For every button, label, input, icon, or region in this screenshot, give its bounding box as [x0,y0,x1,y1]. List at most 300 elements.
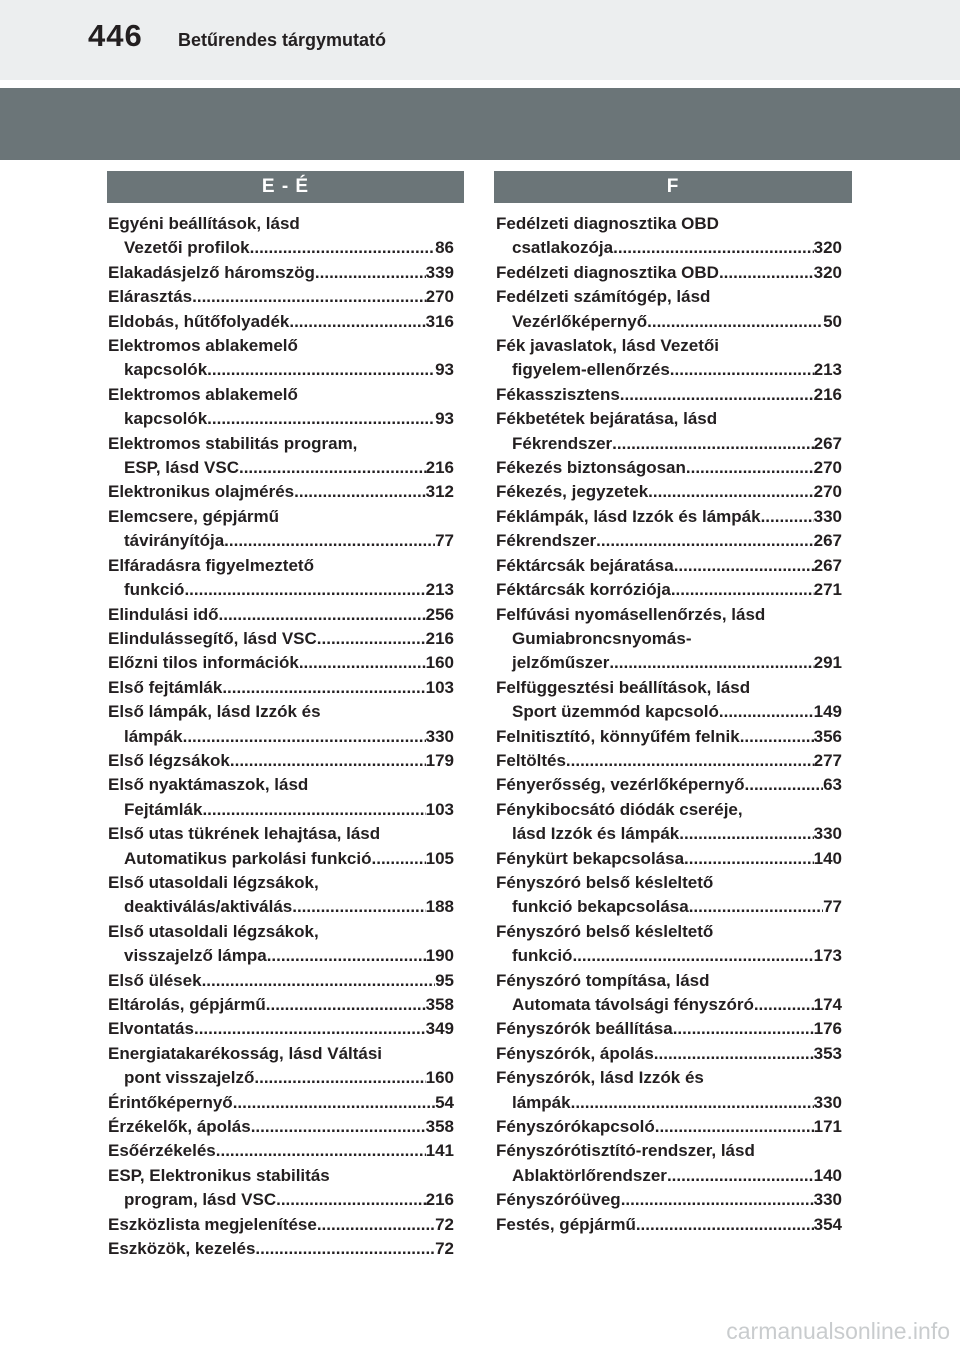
index-entry [108,651,454,675]
index-entry [108,310,454,334]
entry-page-line [496,1042,842,1066]
page-ref: 358 [425,1117,454,1137]
entry-text: Fénykibocsátó diódák cseréje, [496,799,743,819]
dot-leader [740,725,814,749]
entry-text: Fékezés, jegyzetek [496,482,649,502]
entry-page-line [496,700,842,724]
entry-text: ESP, lásd VSC [124,458,239,478]
page-ref: 93 [435,360,454,380]
page-ref: 271 [813,580,842,600]
entry-text: Fényszórótisztító-rendszer, lásd [496,1141,755,1161]
entry-text: lámpák [512,1092,571,1112]
index-entry [108,334,454,383]
dot-leader [233,1091,435,1115]
entry-text: Elfáradásra figyelmeztető [108,555,314,575]
index-entry [496,1017,842,1041]
dot-leader [250,236,435,260]
index-entry [108,1042,454,1091]
dot-leader [266,993,426,1017]
page-ref: 176 [813,1019,842,1039]
page-ref: 213 [425,580,454,600]
page-ref: 270 [813,458,842,478]
entry-text: Féktárcsák korróziója [496,580,671,600]
index-entry [108,383,454,432]
page-ref: 320 [813,238,842,258]
page-ref: 174 [813,995,842,1014]
dot-leader [184,578,425,602]
index-entry [108,432,454,481]
dot-leader [667,1164,814,1188]
index-entry [108,993,454,1017]
index-entry [108,261,454,285]
entry-text: Elakadásjelző háromszög [108,262,315,282]
index-entry [108,603,454,627]
dot-leader [216,1139,426,1163]
index-entry [108,1213,454,1237]
index-entry [496,969,842,1018]
dot-leader [566,749,814,773]
entry-text: Fékbetétek bejáratása, lásd [496,409,718,429]
index-entry [496,529,842,553]
entry-page-line [496,236,842,260]
page-ref: 339 [425,262,454,282]
dot-leader [292,895,425,919]
entry-text: Fék javaslatok, lásd Vezetői [496,336,720,356]
page-ref: 63 [823,775,842,795]
index-column-left [108,212,454,1261]
page-ref: 316 [425,311,454,331]
page-ref: 270 [425,287,454,307]
index-column-right [496,212,842,1237]
entry-text: Vezérlőképernyő [512,311,648,331]
index-entry [496,212,842,261]
entry-text: Eszközlista megjelenítése [108,1214,317,1234]
entry-text: Előzni tilos információk [108,653,299,673]
page-ref: 141 [425,1141,454,1161]
entry-text: Féklámpák, lásd Izzók és lámpák [496,506,761,526]
index-entry [108,554,454,603]
entry-page-line [496,432,842,456]
entry-page-line [496,1164,842,1188]
index-entry [496,1115,842,1139]
index-entry [108,212,454,261]
dot-leader [202,798,425,822]
dot-leader [251,1115,426,1139]
entry-page-line [108,627,454,651]
index-entry [108,969,454,993]
entry-page-line [108,944,454,968]
entry-text: Festés, gépjármű [496,1214,636,1234]
entry-text: Eltárolás, gépjármű [108,995,266,1014]
entry-page-line [108,1017,454,1041]
dot-leader [219,603,426,627]
entry-text: Első utasoldali légzsákok, [108,872,319,892]
entry-page-line [496,822,842,846]
index-entry [496,798,842,847]
dot-leader [202,969,436,993]
index-entry [496,1188,842,1212]
index-entry [108,773,454,822]
dot-leader [372,847,426,871]
dot-leader [613,236,814,260]
entry-page-line [108,895,454,919]
entry-text: Fékrendszer [512,433,613,453]
index-entry [496,603,842,676]
dot-leader [596,529,813,553]
page-ref: 270 [813,482,842,502]
entry-text: ESP, Elektronikus stabilitás [108,1165,330,1185]
dot-leader [294,480,425,504]
entry-page-line [496,1188,842,1212]
index-entry [108,1139,454,1163]
dot-leader [620,383,814,407]
entry-text: Fényszóróüveg [496,1190,621,1210]
dot-leader [636,1213,814,1237]
entry-text: Elektromos ablakemelő [108,336,298,356]
entry-page-line [108,407,454,431]
entry-page-line [108,725,454,749]
page-ref: 216 [425,1190,454,1210]
page-ref: 277 [813,750,842,770]
page-ref: 173 [813,946,842,966]
page-ref: 213 [813,360,842,380]
entry-text: Gumiabroncsnyomás- [512,628,692,648]
page-ref: 330 [425,726,454,746]
dot-leader [745,773,824,797]
dot-leader [761,505,814,529]
entry-page-line [496,505,842,529]
page-ref: 190 [425,946,454,966]
entry-page-line [496,993,842,1017]
entry-text: Első fejtámlák [108,677,223,697]
page-ref: 72 [435,1214,454,1234]
entry-text: Fényszórók, lásd Izzók és [496,1068,704,1088]
index-entry [496,456,842,480]
dot-leader [671,578,814,602]
watermark: carmanualsonline.info [726,1318,950,1344]
entry-text: Első légzsákok [108,750,230,770]
dot-leader [299,651,426,675]
entry-text: Eszközök, kezelés [108,1239,256,1259]
entry-text: Első lámpák, lásd Izzók és [108,702,321,722]
entry-page-line [496,480,842,504]
entry-page-line [108,578,454,602]
page-ref: 95 [435,970,454,990]
entry-text: Eldobás, hűtőfolyadék [108,311,290,331]
page-ref: 77 [435,531,454,551]
page-ref: 105 [425,848,454,868]
entry-text: Fedélzeti diagnosztika OBD [496,262,719,282]
entry-text: jelzőműszer [512,653,610,673]
entry-text: Esőérzékelés [108,1141,216,1161]
index-entry [108,627,454,651]
index-entry [496,1139,842,1188]
entry-text: pont visszajelző [124,1068,255,1088]
dot-leader [754,993,814,1017]
entry-text: kapcsolók [124,409,208,429]
entry-text: Fékrendszer [496,531,597,551]
entry-text: Fékezés biztonságosan [496,458,686,478]
entry-text: Sport üzemmód kapcsoló [512,702,719,722]
dot-leader [670,358,814,382]
entry-text: Féktárcsák bejáratása [496,555,674,575]
entry-text: Elektromos stabilitás program, [108,433,358,453]
page-ref: 77 [823,897,842,917]
entry-text: Első utas tükrének lehajtása, lásd [108,824,381,844]
page-ref: 72 [435,1239,454,1259]
entry-text: Elemcsere, gépjármű [108,506,280,526]
entry-text: Fényszórók beállítása [496,1019,673,1039]
entry-text: Feltöltés [496,750,566,770]
index-entry [496,407,842,456]
page-ref: 103 [425,677,454,697]
page-ref: 330 [813,506,842,526]
entry-text: funkció [512,946,573,966]
entry-page-line [108,1213,454,1237]
entry-text: Elektromos ablakemelő [108,384,298,404]
entry-text: kapcsolók [124,360,208,380]
entry-text: Automata távolsági fényszóró [512,995,754,1014]
entry-page-line [108,310,454,334]
index-entry [108,1237,454,1261]
entry-page-line [108,651,454,675]
entry-page-line [108,993,454,1017]
entry-text: figyelem-ellenőrzés [512,360,670,380]
entry-text: Automatikus parkolási funkció [124,848,372,868]
index-entry [108,749,454,773]
dot-leader [648,480,813,504]
index-entry [496,676,842,725]
dot-leader [719,700,814,724]
index-entry [108,920,454,969]
entry-text: Fejtámlák [124,799,203,819]
index-entry [496,578,842,602]
entry-page-line [496,1213,842,1237]
column-heading-right: F [494,171,852,203]
index-entry [108,1017,454,1041]
page-ref: 267 [813,555,842,575]
dot-leader [621,1188,814,1212]
entry-page-line [108,236,454,260]
header-band [0,88,960,160]
entry-text: program, lásd VSC [124,1190,277,1210]
index-entry [108,1115,454,1139]
index-entry [496,285,842,334]
entry-page-line [496,261,842,285]
dot-leader [571,1091,814,1115]
page-ref: 330 [813,1190,842,1210]
page-ref: 140 [813,848,842,868]
entry-page-line [108,529,454,553]
dot-leader [255,1237,435,1261]
entry-page-line [108,1139,454,1163]
entry-page-line [496,529,842,553]
entry-text: visszajelző lámpa [124,946,267,966]
dot-leader [317,627,426,651]
entry-page-line [108,969,454,993]
dot-leader [222,676,425,700]
page-ref: 320 [813,262,842,282]
index-entry [496,847,842,871]
entry-text: Felnitisztító, könnyűfém felnik [496,726,740,746]
entry-text: Egyéni beállítások, lásd [108,214,300,233]
dot-leader [317,1213,435,1237]
dot-leader [254,1066,425,1090]
page-ref: 312 [425,482,454,502]
page-ref: 140 [813,1165,842,1185]
entry-text: Fényszóró belső késleltető [496,921,714,941]
column-heading-left: E - É [107,171,464,203]
page-ref: 267 [813,433,842,453]
page-ref: 149 [813,702,842,722]
entry-text: Fényszóró tompítása, lásd [496,970,710,990]
index-entry [496,1042,842,1066]
page-ref: 50 [823,311,842,331]
page-ref: 256 [425,604,454,624]
page-ref: 216 [425,458,454,478]
dot-leader [224,529,435,553]
dot-leader [679,822,813,846]
entry-page-line [496,944,842,968]
page-ref: 103 [425,799,454,819]
entry-text: Ablaktörlőrendszer [512,1165,667,1185]
page-ref: 291 [813,653,842,673]
entry-page-line [108,358,454,382]
page-ref: 179 [425,750,454,770]
index-entry [108,285,454,309]
dot-leader [673,1017,814,1041]
page-ref: 93 [435,409,454,429]
index-entry [108,1164,454,1213]
entry-text: Fényszórókapcsoló [496,1117,655,1137]
index-entry [108,480,454,504]
page-ref: 353 [813,1043,842,1063]
entry-page-line [496,1017,842,1041]
dot-leader [207,407,435,431]
dot-leader [183,725,426,749]
entry-page-line [496,895,842,919]
dot-leader [647,310,823,334]
entry-text: lámpák [124,726,183,746]
entry-page-line [496,310,842,334]
entry-text: lásd Izzók és lámpák [512,824,680,844]
dot-leader [239,456,426,480]
entry-page-line [496,847,842,871]
entry-text: funkció [124,580,185,600]
index-entry [496,480,842,504]
entry-page-line [108,285,454,309]
dot-leader [719,261,814,285]
page-ref: 330 [813,824,842,844]
entry-text: Elvontatás [108,1019,194,1039]
dot-leader [572,944,813,968]
entry-page-line [496,578,842,602]
entry-page-line [496,773,842,797]
page-ref: 358 [425,995,454,1014]
index-entry [496,725,842,749]
index-entry [496,505,842,529]
page-ref: 354 [813,1214,842,1234]
entry-text: Fékasszisztens [496,384,620,404]
page-ref: 216 [813,384,842,404]
entry-text: Fedélzeti számítógép, lásd [496,287,711,307]
entry-text: Első utasoldali légzsákok, [108,921,319,941]
index-entry [496,334,842,383]
entry-text: Első nyaktámaszok, lásd [108,775,309,795]
entry-page-line [108,676,454,700]
entry-text: csatlakozója [512,238,614,258]
entry-text: Felfúvási nyomásellenőrzés, lásd [496,604,766,624]
entry-page-line [496,725,842,749]
entry-page-line [496,456,842,480]
entry-page-line [108,456,454,480]
entry-page-line [496,383,842,407]
page-ref: 216 [425,628,454,648]
entry-page-line [496,1115,842,1139]
index-entry [496,1213,842,1237]
page-ref: 160 [425,1068,454,1088]
dot-leader [686,456,814,480]
entry-page-line [108,1237,454,1261]
dot-leader [194,1017,426,1041]
entry-text: Fedélzeti diagnosztika OBD [496,214,719,233]
page-ref: 349 [425,1019,454,1039]
entry-text: Elektronikus olajmérés [108,482,295,502]
dot-leader [654,1042,814,1066]
entry-page-line [108,1188,454,1212]
dot-leader [689,895,823,919]
index-entry [108,700,454,749]
index-entry [108,822,454,871]
entry-text: Érintőképernyő [108,1092,233,1112]
entry-page-line [108,480,454,504]
dot-leader [315,261,426,285]
entry-page-line [496,749,842,773]
entry-text: Első ülések [108,970,202,990]
entry-text: funkció bekapcsolása [512,897,689,917]
dot-leader [684,847,814,871]
dot-leader [612,432,813,456]
page-ref: 188 [425,897,454,917]
page-number: 446 [88,18,143,53]
dot-leader [289,310,425,334]
index-entry [108,871,454,920]
entry-page-line [496,554,842,578]
entry-page-line [496,1091,842,1115]
entry-page-line [108,261,454,285]
index-entry [496,871,842,920]
index-entry [496,383,842,407]
index-entry [108,505,454,554]
entry-text: Fényerősség, vezérlőképernyő [496,775,745,795]
page-ref: 356 [813,726,842,746]
index-entry [496,920,842,969]
entry-page-line [108,847,454,871]
dot-leader [655,1115,814,1139]
entry-text: Fényszórók, ápolás [496,1043,654,1063]
page-ref: 86 [435,238,454,258]
entry-page-line [496,358,842,382]
entry-page-line [496,651,842,675]
dot-leader [609,651,813,675]
page-ref: 330 [813,1092,842,1112]
entry-text: távirányítója [124,531,225,551]
page-ref: 171 [813,1117,842,1137]
entry-text: deaktiválás/aktiválás [124,897,293,917]
entry-text: Elindulási idő [108,604,219,624]
page-header [0,0,960,80]
entry-text: Energiatakarékosság, lásd Váltási [108,1043,383,1063]
